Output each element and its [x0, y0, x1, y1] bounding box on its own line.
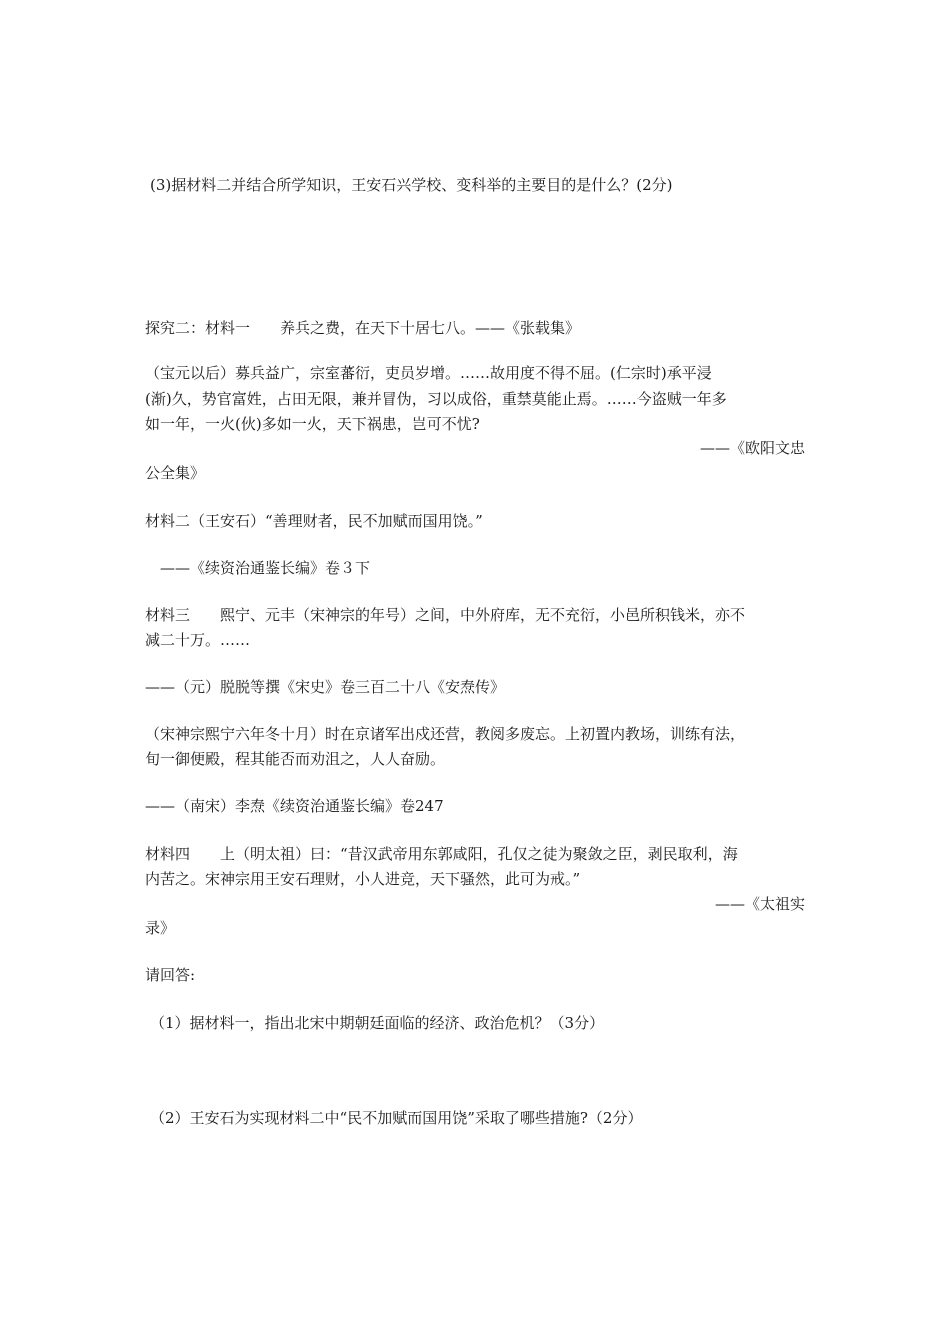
material-1-quote: 养兵之费，在天下十居七八。——《张载集》: [280, 319, 581, 337]
material-4-source-cont: 录》: [145, 919, 176, 937]
question-1: （1）据材料一，指出北宋中期朝廷面临的经济、政治危机？（3分）: [150, 1014, 605, 1032]
material-1-source: ——《欧阳文忠: [699, 439, 805, 457]
material-3b-line-2: 旬一御便殿，程其能否而劝沮之，人人奋励。: [145, 750, 446, 768]
material-3-line-1: 材料三 熙宁、元丰（宋神宗的年号）之间，中外府库，无不充衍，小邑所积钱米，亦不: [145, 606, 746, 624]
material-3-label: 材料三: [145, 606, 191, 624]
material-4-source: ——《太祖实: [714, 895, 805, 913]
material-1-source-cont: 公全集》: [145, 464, 206, 482]
material-3b-line-1: （宋神宗熙宁六年冬十月）时在京诸军出戍还营，教阅多废忘。上初置内教场，训练有法，: [145, 725, 746, 743]
material-1-line-3: 如一年，一火(伙)多如一火，天下祸患，岂可不忧?: [145, 415, 480, 433]
material-4-line-1: 材料四 上（明太祖）曰：“昔汉武帝用东郭咸阳，孔仅之徒为聚敛之臣，剥民取利，海: [145, 845, 738, 863]
material-3-source: ——（元）脱脱等撰《宋史》卷三百二十八《安焘传》: [145, 678, 506, 696]
material-2: 材料二（王安石）“善理财者，民不加赋而国用饶。”: [145, 512, 483, 530]
question-2: （2）王安石为实现材料二中“民不加赋而国用饶”采取了哪些措施?（2分）: [150, 1109, 643, 1127]
material-1-line-0: [145, 318, 580, 338]
material-4-line-2: 内苦之。宋神宗用王安石理财，小人进竞，天下骚然，此可为戒。”: [145, 870, 581, 888]
material-2-source: ——《续资治通鉴长编》卷３下: [160, 559, 371, 577]
material-1-line-2: (渐)久，势官富姓，占田无限，兼并冒伪，习以成俗，重禁莫能止焉。……今盗贼一年多: [145, 390, 727, 408]
material-3-line-2: 减二十万。……: [145, 631, 251, 649]
material-1-line-1: （宝元以后）募兵益广，宗室蕃衍，吏员岁增。……故用度不得不屈。(仁宗时)承平浸: [145, 364, 712, 382]
material-3b-source: ——（南宋）李焘《续资治通鉴长编》卷247: [145, 797, 444, 815]
answer-prompt: 请回答:: [145, 966, 196, 984]
exploration-2-label: 探究二：材料一: [145, 319, 251, 337]
material-4-label: 材料四: [145, 845, 191, 863]
question-3: (3)据材料二并结合所学知识，王安石兴学校、变科举的主要目的是什么？(2分): [150, 176, 673, 194]
